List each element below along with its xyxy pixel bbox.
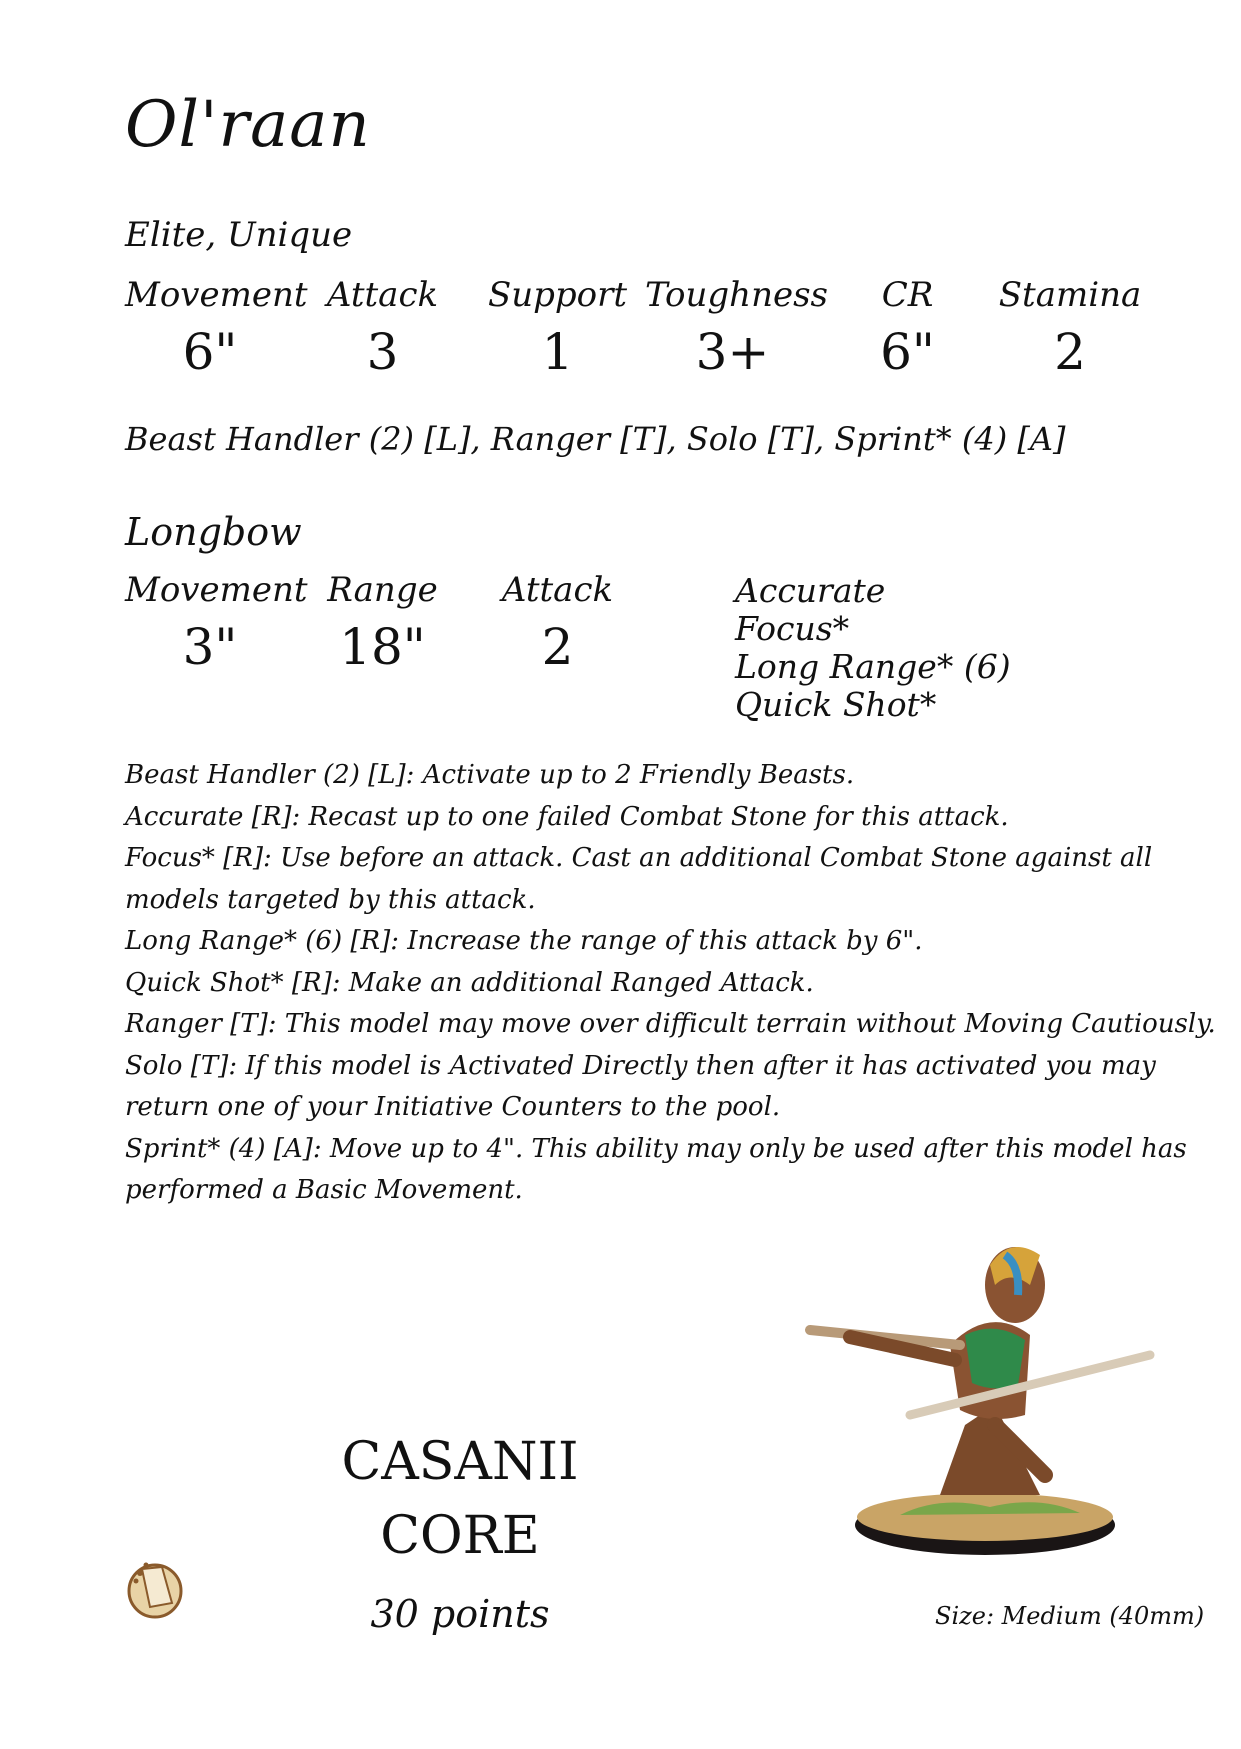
- rule-line: Ranger [T]: This model may move over difficult terrain without Moving Cautiously.: [125, 1009, 1216, 1039]
- weapon-stat-range: [295, 570, 470, 676]
- unit-classes: Elite, Unique: [125, 215, 353, 255]
- rule-line: Beast Handler (2) [L]: Activate up to 2 Friendly Beasts.: [125, 760, 855, 790]
- stat-value: 18": [339, 618, 426, 676]
- stat-label: Movement: [125, 570, 308, 610]
- weapon-stat-movement: [125, 570, 308, 676]
- stat-attack: [295, 275, 470, 381]
- rule-line: Quick Shot* [R]: Make an additional Ranged Attack.: [125, 967, 814, 998]
- stat-cr: [820, 275, 995, 381]
- stat-label: Attack: [326, 275, 439, 315]
- rule-line: performed a Basic Movement.: [125, 1175, 523, 1205]
- faction-name: CASANII: [341, 1432, 579, 1492]
- rule-line: models targeted by this attack.: [125, 884, 536, 915]
- faction-label: [330, 1425, 590, 1573]
- rule-line: Focus* [R]: Use before an attack. Cast an additional Combat Stone against all: [125, 843, 1153, 873]
- base-size: Size: Medium (40mm): [935, 1602, 1205, 1630]
- stat-value: 6": [182, 323, 238, 381]
- unit-abilities: Beast Handler (2) [L], Ranger [T], Solo [T], Sprint* (4) [A]: [125, 420, 1066, 458]
- stat-value: 1: [541, 323, 574, 381]
- weapon-name: Longbow: [125, 510, 302, 554]
- stat-label: Movement: [125, 275, 308, 315]
- unit-name: Ol'raan: [125, 88, 371, 162]
- weapon-trait: Accurate: [735, 571, 886, 610]
- rule-line: Solo [T]: If this model is Activated Directly then after it has activated you may: [125, 1050, 1156, 1081]
- stat-value: 6": [880, 323, 935, 381]
- rule-line: Accurate [R]: Recast up to one failed Combat Stone for this attack.: [125, 801, 1009, 832]
- rule-line: Long Range* (6) [R]: Increase the range of this attack by 6".: [125, 926, 923, 956]
- stat-label: Range: [327, 570, 438, 610]
- stat-value: 2: [1054, 323, 1086, 381]
- stat-label: CR: [881, 275, 934, 315]
- brand-logo-icon: [122, 1555, 188, 1621]
- weapon-trait: Long Range* (6): [735, 647, 1011, 686]
- stat-label: Attack: [501, 570, 614, 610]
- stat-movement: [125, 275, 308, 381]
- stat-value: 3: [366, 323, 399, 381]
- miniature-image: [790, 1225, 1170, 1565]
- points-cost: 30 points: [370, 1592, 550, 1636]
- rules-text: [125, 755, 1216, 1212]
- weapon-stat-attack: [470, 570, 645, 676]
- stat-value: 2: [541, 618, 574, 676]
- weapon-trait: Focus*: [735, 609, 850, 648]
- weapon-traits: [735, 572, 1011, 724]
- stat-label: Toughness: [645, 275, 828, 315]
- stat-stamina: [995, 275, 1145, 381]
- rule-line: return one of your Initiative Counters to the pool.: [125, 1092, 781, 1122]
- weapon-trait: Quick Shot*: [735, 685, 937, 724]
- faction-group: CORE: [380, 1506, 540, 1566]
- stat-label: Support: [487, 275, 628, 315]
- stat-toughness: [645, 275, 828, 381]
- unit-stat-row: [125, 275, 1145, 381]
- weapon-stat-row: [125, 570, 645, 676]
- stat-value: 3": [182, 618, 238, 676]
- stat-value: 3+: [695, 323, 770, 381]
- rule-line: Sprint* (4) [A]: Move up to 4". This ability may only be used after this model has: [125, 1133, 1187, 1164]
- stat-label: Stamina: [998, 275, 1142, 315]
- stat-support: [470, 275, 645, 381]
